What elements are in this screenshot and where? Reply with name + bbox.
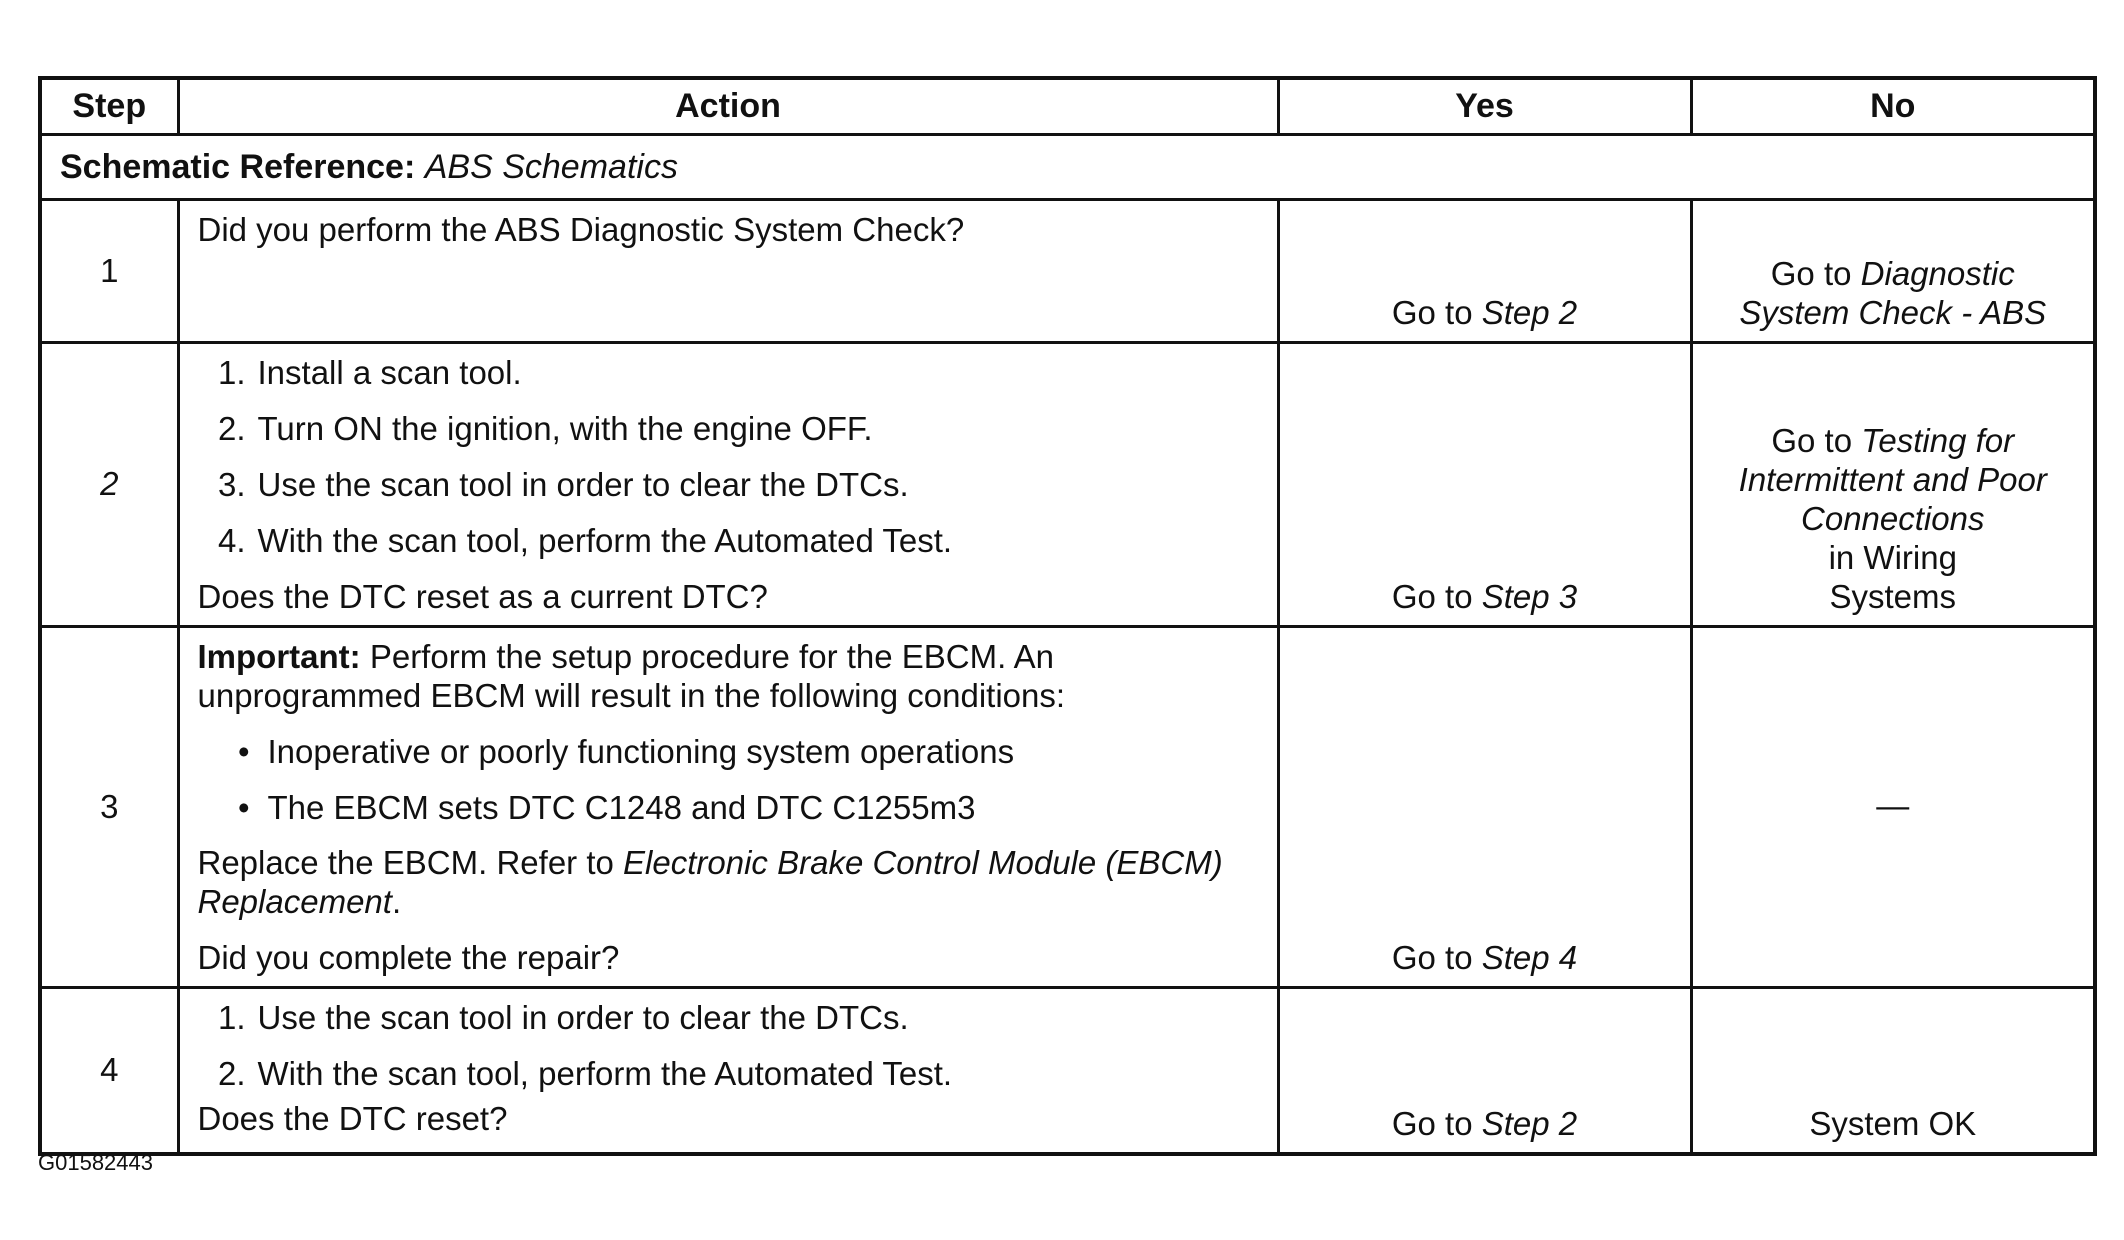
yes-cell (1278, 988, 1691, 1154)
action-cell (178, 988, 1278, 1154)
header-row (40, 78, 2095, 135)
no-dash: — (1876, 786, 1910, 824)
no-link-line1: Testing for (1861, 422, 2015, 459)
figure-id: G01582443 (38, 1150, 153, 1175)
step-number: 1 (40, 200, 178, 343)
list-item: 3. Use the scan tool in order to clear the DTCs. (217, 465, 909, 503)
yes-cell (1278, 200, 1691, 343)
list-item: 4. With the scan tool, perform the Automated Test. (217, 521, 953, 559)
important-text: Perform the setup procedure for the EBCM. An unprogrammed EBCM will result in the following conditions: (197, 637, 1066, 714)
schematic-reference-label: Schematic Reference: (60, 147, 416, 186)
no-link-line2: Intermittent and Poor (1738, 460, 2047, 498)
yes-step-link: Step 3 (1481, 577, 1578, 615)
header-no: No (1691, 78, 2095, 135)
no-link-line2: System Check - ABS (1739, 294, 2047, 332)
table-row (40, 200, 2095, 343)
action-question: Did you perform the ABS Diagnostic System Check? (197, 211, 965, 248)
action-cell (178, 343, 1278, 627)
no-link-line1: Diagnostic (1860, 255, 2015, 293)
list-item: 2. With the scan tool, perform the Automated Test. (217, 1055, 953, 1093)
schematic-reference-link: ABS Schematics (424, 147, 678, 186)
important-note (198, 638, 1267, 716)
no-cell (1691, 343, 2095, 627)
list-item: 2. Turn ON the ignition, with the engine OFF. (217, 409, 873, 447)
no-cell (1691, 626, 2095, 988)
important-label: Important: (197, 637, 361, 675)
list-item: • Inoperative or poorly functioning system operations (237, 732, 1015, 770)
no-result: System OK (1809, 1104, 1977, 1142)
yes-step-link: Step 2 (1481, 1104, 1578, 1142)
no-plain-line2: Systems (1829, 577, 1957, 615)
yes-step-link: Step 4 (1481, 939, 1578, 977)
no-cell (1691, 200, 2095, 343)
table-row (40, 626, 2095, 988)
yes-prefix: Go to (1391, 577, 1473, 615)
list-item: 1. Use the scan tool in order to clear the DTCs. (217, 999, 909, 1037)
yes-cell (1278, 626, 1691, 988)
no-link-line3: Connections (1801, 499, 1985, 537)
yes-cell (1278, 343, 1691, 627)
action-question: Does the DTC reset as a current DTC? (197, 577, 768, 615)
yes-prefix: Go to (1391, 294, 1473, 332)
no-cell (1691, 988, 2095, 1154)
action-question: Does the DTC reset? (197, 1100, 508, 1138)
table-row (40, 343, 2095, 627)
no-prefix: Go to (1770, 255, 1852, 293)
schematic-reference (40, 135, 2095, 200)
header-action: Action (178, 78, 1278, 135)
no-plain-line1: in Wiring (1828, 538, 1957, 576)
header-step: Step (40, 78, 178, 135)
replace-instruction: Replace the EBCM. Refer to Electronic Brake Control Module (EBCM) Replacement. (197, 844, 1223, 921)
action-cell (178, 200, 1278, 343)
schematic-reference-row (40, 135, 2095, 200)
step-number: 2 (40, 343, 178, 627)
no-prefix: Go to (1771, 422, 1853, 459)
diagnostic-table (38, 76, 2097, 1156)
step-number: 4 (40, 988, 178, 1154)
replacement-procedure-link: Electronic Brake Control Module (EBCM) Replacement (197, 844, 1223, 921)
step-number: 3 (40, 626, 178, 988)
yes-prefix: Go to (1391, 1104, 1473, 1142)
list-item: • The EBCM sets DTC C1248 and DTC C1255m3 (237, 788, 976, 826)
yes-step-link: Step 2 (1481, 294, 1578, 332)
action-cell (178, 626, 1278, 988)
header-yes: Yes (1278, 78, 1691, 135)
table-row (40, 988, 2095, 1154)
list-item: 1. Install a scan tool. (217, 354, 522, 391)
yes-prefix: Go to (1391, 939, 1473, 977)
action-question: Did you complete the repair? (197, 939, 620, 977)
